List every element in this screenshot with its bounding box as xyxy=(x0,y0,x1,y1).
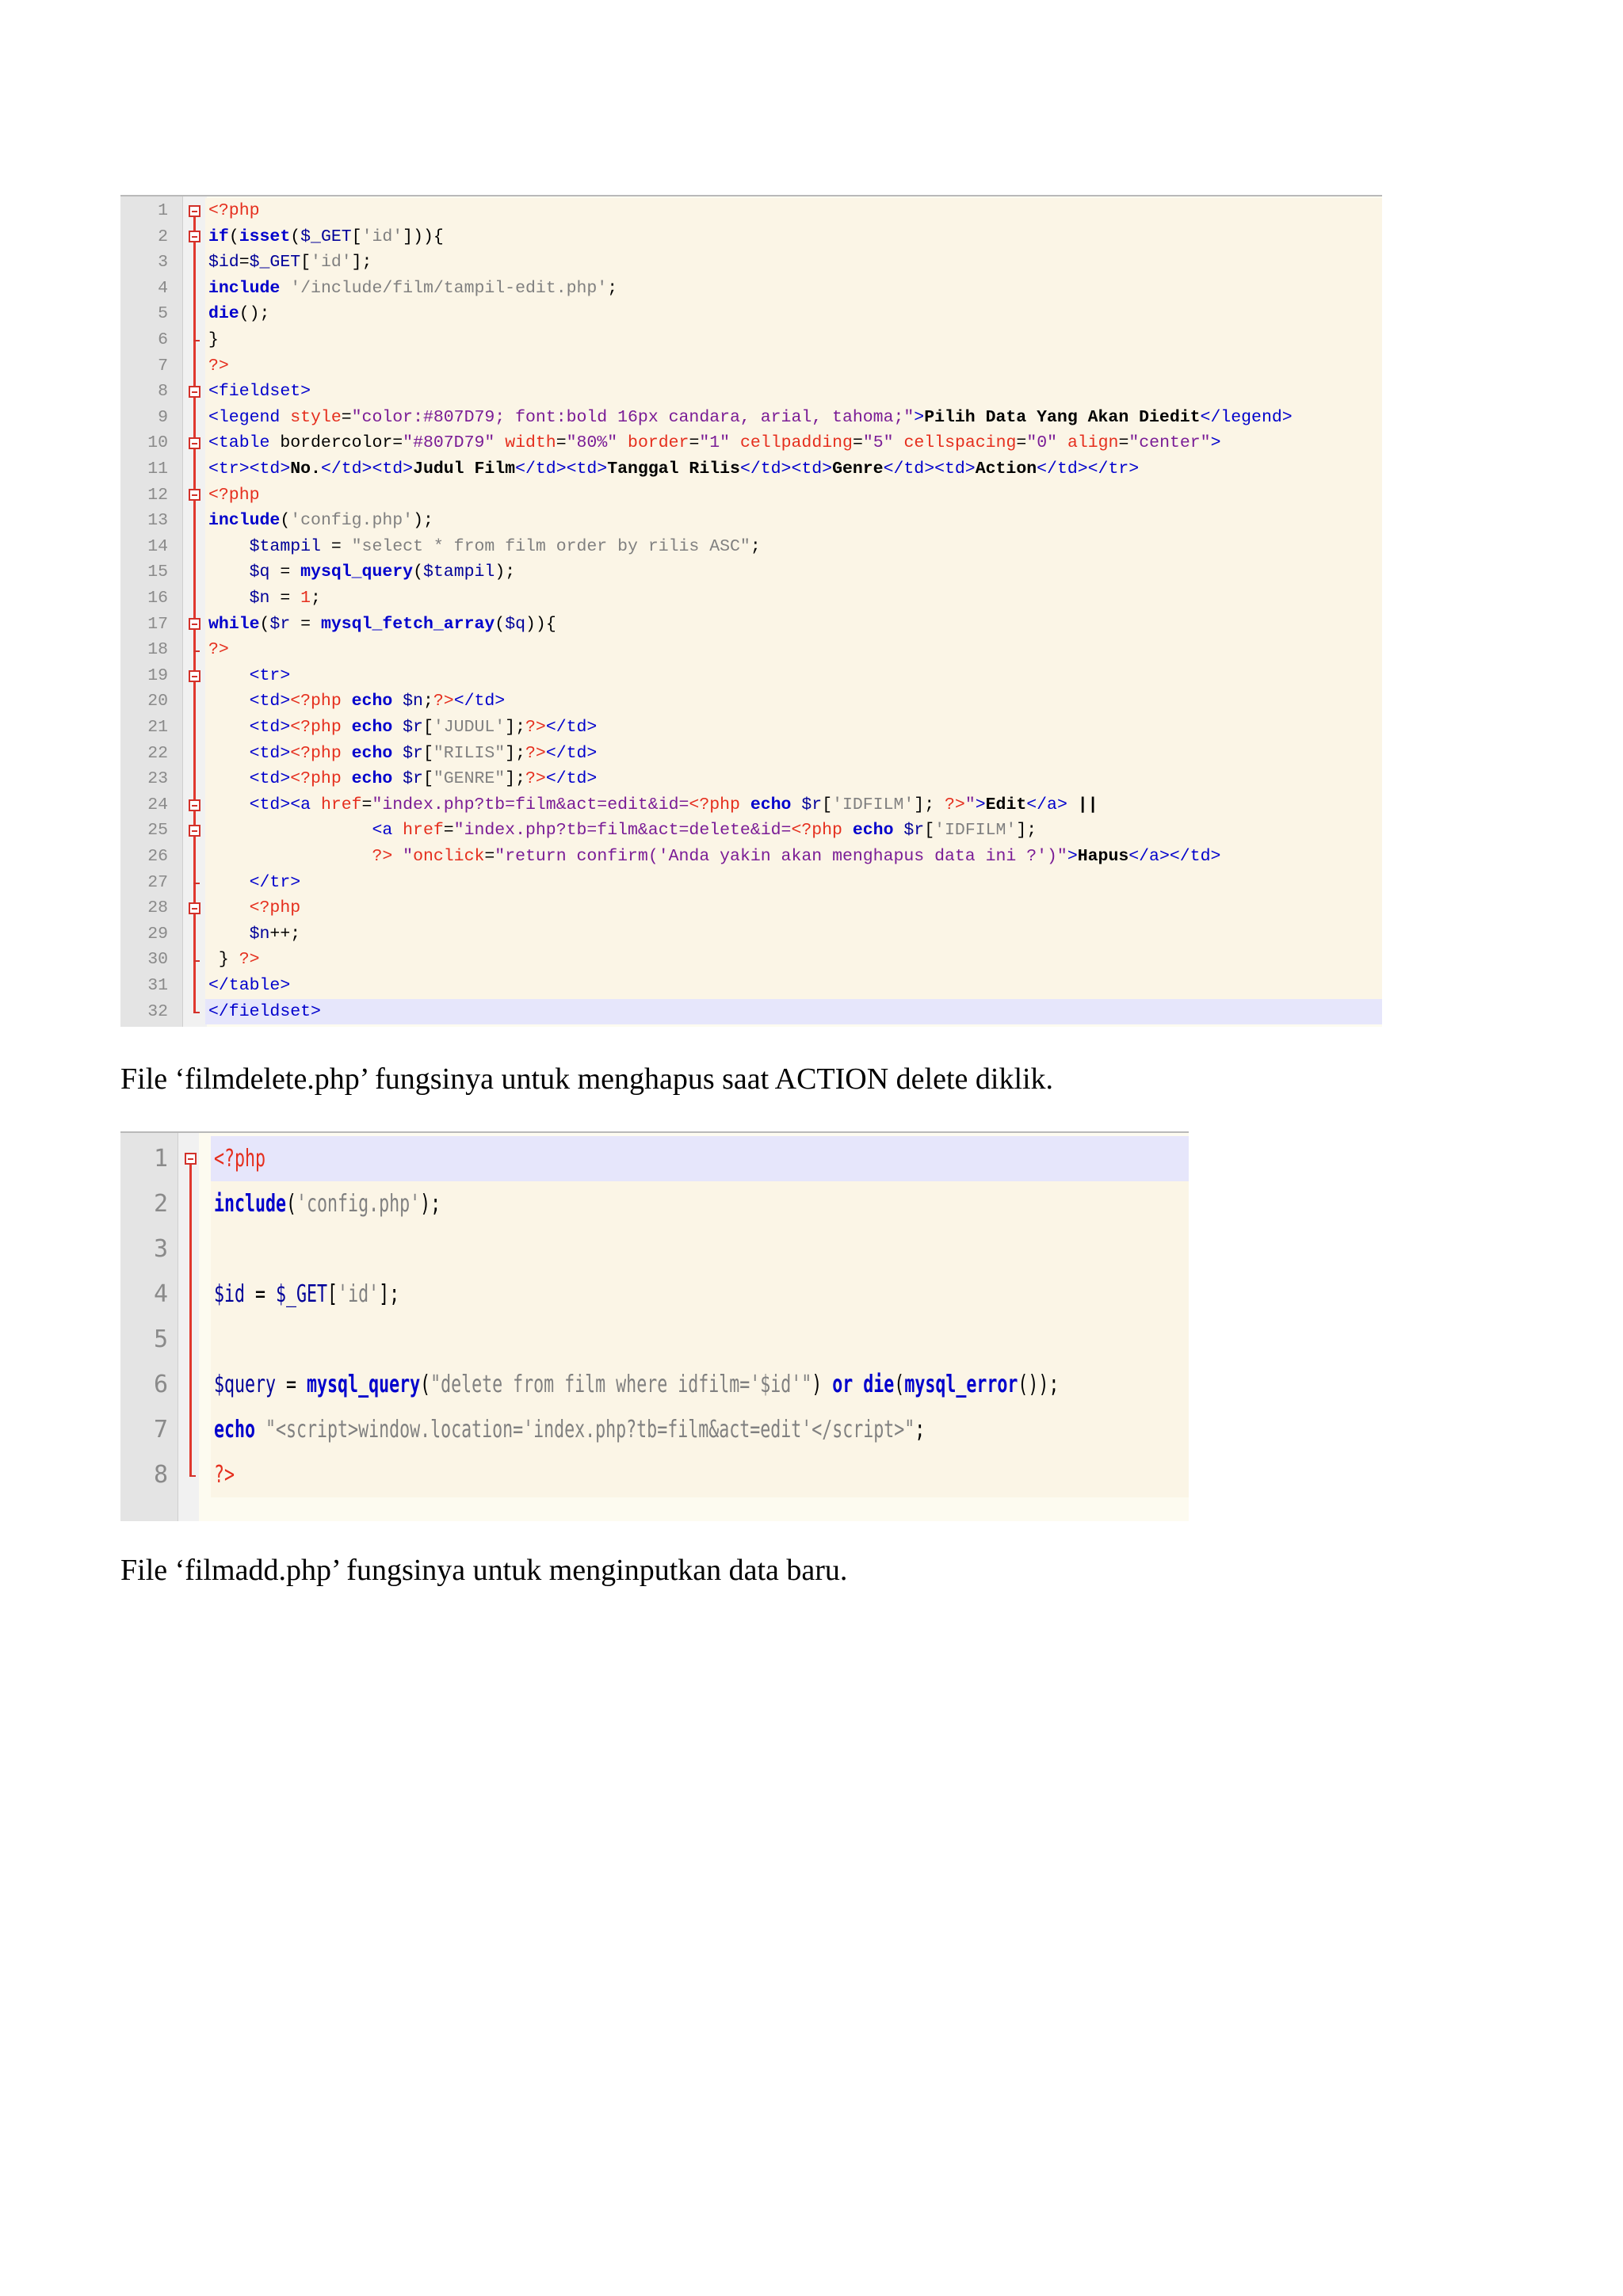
line-number: 5 xyxy=(158,304,168,324)
code-line: <td><?php echo $r["RILIS"];?></td> xyxy=(249,743,598,763)
fold-collapse-icon[interactable] xyxy=(189,618,200,630)
line-background xyxy=(205,895,1382,921)
line-background xyxy=(205,870,1382,896)
code-line: $n++; xyxy=(249,924,301,944)
line-background xyxy=(205,327,1382,353)
fold-branch-marker xyxy=(193,883,200,884)
code-line: ?> xyxy=(214,1461,235,1489)
code-line: include('config.php'); xyxy=(208,511,433,531)
caption-filmdelete: File ‘filmdelete.php’ fungsinya untuk menghapus saat ACTION delete diklik. xyxy=(120,1062,1054,1096)
line-number: 12 xyxy=(147,485,168,505)
line-number: 4 xyxy=(153,1280,168,1308)
fold-collapse-icon[interactable] xyxy=(189,670,200,682)
code-line: <?php xyxy=(214,1145,266,1173)
line-number: 28 xyxy=(147,898,168,918)
code-line: include('config.php'); xyxy=(214,1190,441,1218)
code-line: ?> "onclick="return confirm('Anda yakin akan menghapus data ini ?')">Hapus</a></td> xyxy=(372,847,1221,866)
line-number: 7 xyxy=(153,1416,168,1444)
line-number: 11 xyxy=(147,460,168,479)
code-line: $query = mysql_query("delete from film where idfilm='$id'") or die(mysql_error()); xyxy=(214,1371,1060,1398)
code-line: $n = 1; xyxy=(249,589,321,608)
code-screenshot-filmdelete xyxy=(120,1131,1189,1521)
line-number: 8 xyxy=(158,382,168,402)
fold-rail xyxy=(193,211,196,1012)
line-number: 8 xyxy=(153,1461,168,1489)
line-number: 24 xyxy=(147,795,168,814)
line-number: 25 xyxy=(147,821,168,841)
line-background xyxy=(205,250,1382,276)
line-number: 20 xyxy=(147,692,168,711)
code-line: while($r = mysql_fetch_array($q)){ xyxy=(208,614,556,634)
line-number: 10 xyxy=(147,433,168,453)
line-number: 4 xyxy=(158,278,168,298)
line-number: 3 xyxy=(153,1235,168,1263)
line-number: 15 xyxy=(147,563,168,582)
line-number: 16 xyxy=(147,589,168,608)
line-number: 17 xyxy=(147,614,168,634)
line-number: 1 xyxy=(153,1145,168,1173)
code-line: <a href="index.php?tb=film&act=delete&id=<?php echo $r['IDFILM']; xyxy=(372,821,1037,841)
line-background xyxy=(211,1226,1189,1272)
code-line: <tr><td>No.</td><td>Judul Film</td><td>Tanggal Rilis</td><td>Genre</td><td>Action</td></tr> xyxy=(208,460,1140,479)
code-line: } xyxy=(208,330,219,349)
line-number: 2 xyxy=(158,227,168,246)
code-line: $id=$_GET['id']; xyxy=(208,253,372,273)
code-line: </table> xyxy=(208,976,291,995)
line-number: 14 xyxy=(147,536,168,556)
code-line: <table bordercolor="#807D79" width="80%" border="1" cellpadding="5" cellspacing="0" align="center"> xyxy=(208,433,1221,453)
line-background xyxy=(205,663,1382,689)
code-line: <fieldset> xyxy=(208,382,311,402)
code-line: $id = $_GET['id']; xyxy=(214,1280,400,1308)
line-background xyxy=(205,379,1382,405)
line-background xyxy=(205,999,1382,1025)
code-line: <legend style="color:#807D79; font:bold 16px candara, arial, tahoma;">Pilih Data Yang Akan Diedit</legend> xyxy=(208,407,1293,427)
line-background xyxy=(205,637,1382,663)
line-background xyxy=(211,1452,1189,1497)
code-line: ?> xyxy=(208,640,229,660)
line-number: 19 xyxy=(147,666,168,685)
code-line: <td><a href="index.php?tb=film&act=edit&id=<?php echo $r['IDFILM']; ?>">Edit</a> || xyxy=(249,795,1098,814)
code-line: <td><?php echo $r['JUDUL'];?></td> xyxy=(249,718,598,737)
line-number: 3 xyxy=(158,253,168,273)
code-line: <?php xyxy=(208,485,260,505)
line-number: 30 xyxy=(147,950,168,970)
line-background xyxy=(205,482,1382,509)
code-line: ?> xyxy=(208,356,229,376)
fold-end-marker xyxy=(193,1012,200,1013)
code-line: </fieldset> xyxy=(208,1001,321,1021)
line-number: 23 xyxy=(147,769,168,789)
fold-branch-marker xyxy=(193,650,200,652)
line-background xyxy=(205,973,1382,999)
fold-rail xyxy=(189,1159,192,1475)
line-background xyxy=(205,921,1382,948)
line-number: 2 xyxy=(153,1190,168,1218)
code-line: $q = mysql_query($tampil); xyxy=(249,563,516,582)
code-screenshot-tampil-edit xyxy=(120,195,1382,1027)
fold-end-marker xyxy=(189,1475,196,1477)
fold-collapse-icon[interactable] xyxy=(189,799,200,811)
line-number: 18 xyxy=(147,640,168,660)
line-background xyxy=(205,947,1382,973)
code-line: include '/include/film/tampil-edit.php'; xyxy=(208,278,618,298)
line-background xyxy=(211,1317,1189,1362)
code-line: } ?> xyxy=(208,950,260,970)
fold-margin xyxy=(178,1133,199,1521)
line-background xyxy=(205,585,1382,612)
line-number: 27 xyxy=(147,872,168,892)
code-line: die(); xyxy=(208,304,270,324)
line-number: 31 xyxy=(147,976,168,995)
fold-collapse-icon[interactable] xyxy=(189,205,200,217)
line-background xyxy=(205,198,1382,224)
code-line: <?php xyxy=(208,201,260,220)
line-number: 9 xyxy=(158,407,168,427)
fold-collapse-icon[interactable] xyxy=(189,902,200,914)
code-line: <?php xyxy=(249,898,301,918)
fold-collapse-icon[interactable] xyxy=(189,489,200,501)
fold-branch-marker xyxy=(193,960,200,962)
line-background xyxy=(205,353,1382,379)
code-line: echo "<script>window.location='index.php?tb=film&act=edit'</script>"; xyxy=(214,1416,926,1444)
code-line: <tr> xyxy=(249,666,291,685)
line-number: 5 xyxy=(153,1325,168,1353)
line-number: 7 xyxy=(158,356,168,376)
code-line: $tampil = "select * from film order by rilis ASC"; xyxy=(249,536,761,556)
line-number: 1 xyxy=(158,201,168,220)
code-line: if(isset($_GET['id'])){ xyxy=(208,227,444,246)
code-line: <td><?php echo $r["GENRE"];?></td> xyxy=(249,769,598,789)
line-number: 32 xyxy=(147,1001,168,1021)
line-number: 6 xyxy=(158,330,168,349)
line-background xyxy=(205,301,1382,327)
line-number: 13 xyxy=(147,511,168,531)
caption-filmadd: File ‘filmadd.php’ fungsinya untuk menginputkan data baru. xyxy=(120,1554,848,1587)
fold-branch-marker xyxy=(193,340,200,341)
fold-collapse-icon[interactable] xyxy=(189,825,200,837)
fold-collapse-icon[interactable] xyxy=(189,437,200,449)
line-number: 6 xyxy=(153,1371,168,1398)
line-background xyxy=(211,1136,1189,1181)
line-number: 22 xyxy=(147,743,168,763)
line-number: 21 xyxy=(147,718,168,737)
fold-collapse-icon[interactable] xyxy=(189,231,200,242)
fold-collapse-icon[interactable] xyxy=(185,1153,197,1165)
code-line: <td><?php echo $n;?></td> xyxy=(249,692,506,711)
fold-collapse-icon[interactable] xyxy=(189,386,200,398)
line-number: 26 xyxy=(147,847,168,866)
line-number: 29 xyxy=(147,924,168,944)
code-line: </tr> xyxy=(249,872,301,892)
